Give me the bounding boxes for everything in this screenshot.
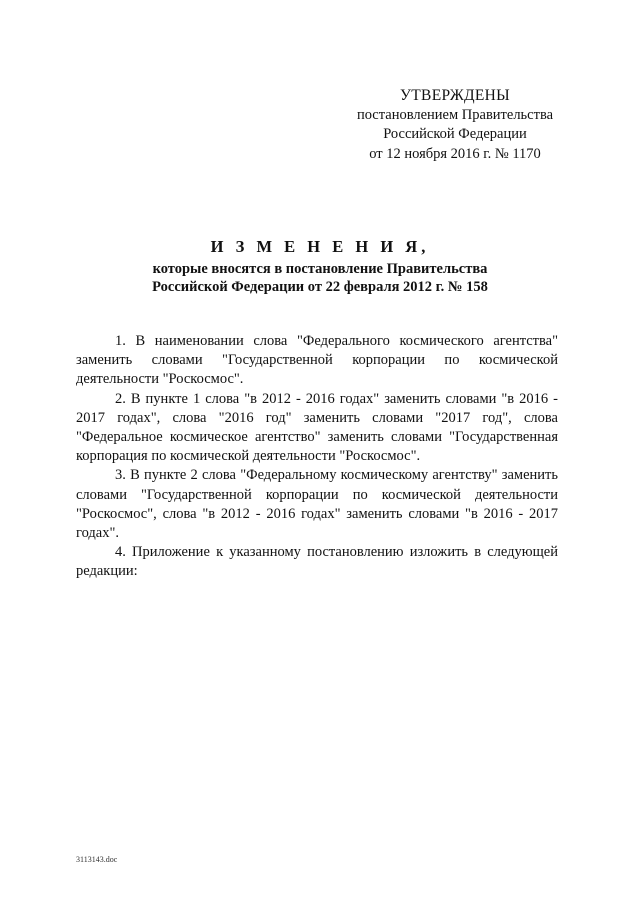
approval-line-federation: Российской Федерации [383, 126, 527, 142]
document-subtitle-line-2: Российской Федерации от 22 февраля 2012 г. № 158 [152, 279, 488, 295]
approval-line-decree: постановлением Правительства [356, 106, 554, 123]
document-title: И З М Е Н Е Н И Я, [210, 237, 430, 256]
paragraph-1: 1. В наименовании слова "Федерального космического агентства" заменить словами "Государственной корпорации по космической деятельности "Роскосмос". [76, 333, 558, 388]
paragraph-4: 4. Приложение к указанному постановлению изложить в следующей редакции: [76, 544, 558, 580]
paragraph-2: 2. В пункте 1 слова "в 2012 - 2016 годах" заменить словами "в 2016 - 2017 годах", слова "2016 год" заменить словами "2017 год", слова "Федеральное космическое агентство" заменить словами "Государственная корпорация по космической деятельности "Роскосмос". [76, 390, 558, 465]
document-subtitle-line-1: которые вносятся в постановление Правительства [152, 261, 488, 277]
document-body [76, 332, 558, 582]
approval-line-date-number: от 12 ноября 2016 г. № 1170 [369, 145, 541, 162]
approval-block [330, 86, 580, 164]
file-code-footer: 3113143.doc [76, 855, 118, 864]
approval-heading: УТВЕРЖДЕНЫ [400, 87, 510, 104]
paragraph-3: 3. В пункте 2 слова "Федеральному космическому агентству" заменить словами "Государственной корпорации по космической деятельности "Роскосмос", слова "в 2012 - 2016 годах" заменить словами "в 2016 - 2017 годах". [76, 467, 558, 542]
document-title-block [60, 236, 580, 296]
